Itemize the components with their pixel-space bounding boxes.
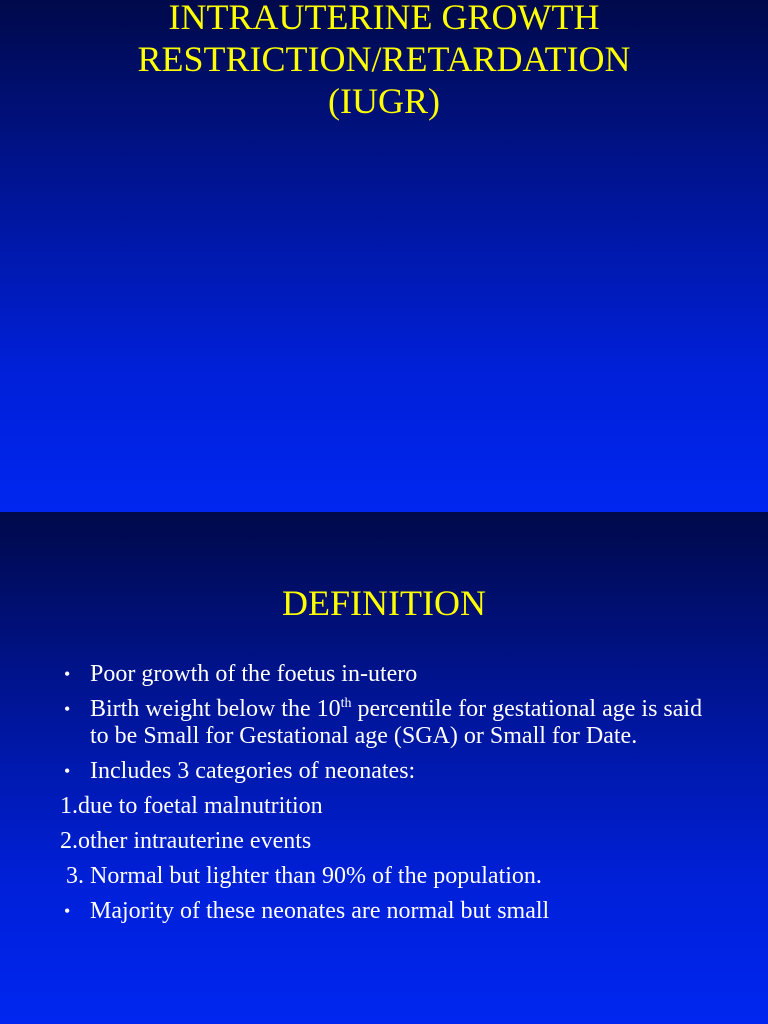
list-item-text-before: Birth weight below the 10 (90, 696, 341, 722)
list-item (60, 898, 710, 925)
slide-definition (0, 512, 768, 1024)
numbered-item-text: 3. Normal but lighter than 90% of the population. (60, 863, 542, 889)
numbered-item (60, 863, 710, 890)
bullet-icon: • (64, 761, 71, 781)
slide-title (0, 0, 768, 122)
list-item-text-after: percentile for gestational age is said to be Small for Gestational age (SGA) or Small for Date. (90, 696, 703, 749)
bullet-icon: • (64, 664, 71, 684)
title-line-2: RESTRICTION/RETARDATION (137, 39, 631, 79)
numbered-item (60, 828, 710, 855)
numbered-item-text: 1.due to foetal malnutrition (60, 793, 323, 819)
list-item (60, 758, 710, 785)
bullet-icon: • (64, 901, 71, 921)
bullet-icon: • (64, 699, 71, 719)
numbered-item (60, 793, 710, 820)
definition-list (60, 661, 710, 933)
list-item-text: Majority of these neonates are normal but small (90, 898, 550, 924)
list-item-superscript: th (340, 696, 352, 711)
title-line-3: (IUGR) (328, 81, 440, 121)
title-line-1: INTRAUTERINE GROWTH (168, 0, 600, 37)
list-item (60, 696, 710, 750)
list-item-text: Poor growth of the foetus in-utero (90, 661, 418, 687)
list-item-text: Includes 3 categories of neonates: (90, 758, 416, 784)
slide-title: DEFINITION (282, 583, 486, 623)
list-item (60, 661, 710, 688)
numbered-item-text: 2.other intrauterine events (60, 828, 312, 854)
